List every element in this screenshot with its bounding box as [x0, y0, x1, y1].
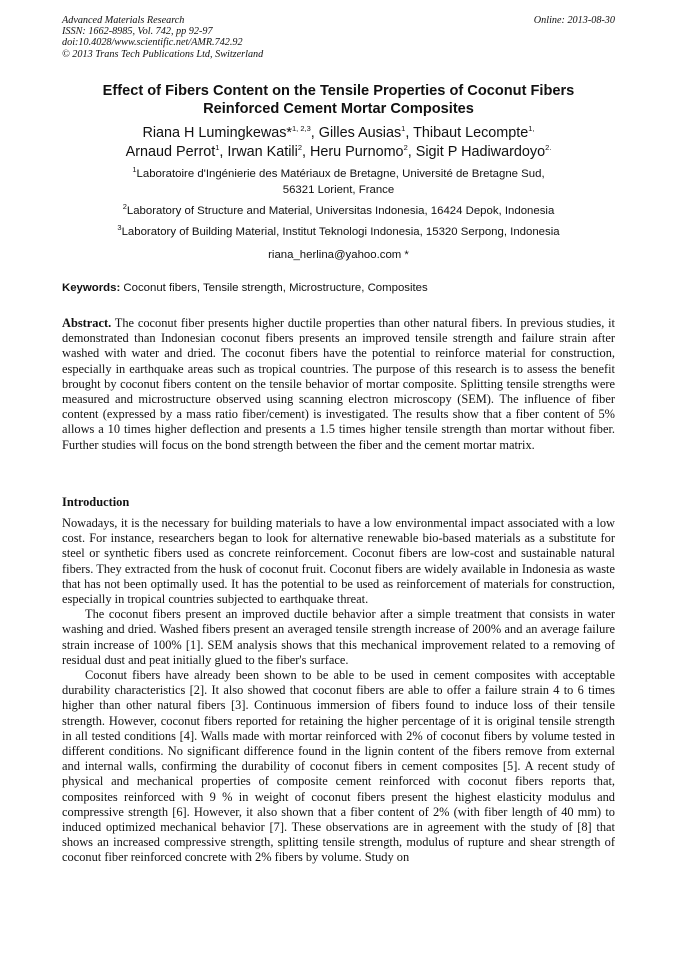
author-list: Riana H Lumingkewas*$^{1, 2,3}$, Gilles Ausias$^1$, Thibaut Lecompte$^{1,}$ Arnaud Perrot$^1$, Irwan Katili$^2$, Heru Purnomo$^2$, Sigit P Hadiwardoyo$^{2.}$: [125, 124, 552, 160]
author-name: Heru Purnomo: [309, 144, 404, 160]
author-affil-sup: 2.: [545, 143, 552, 153]
paragraph: Coconut fibers have already been shown to be able to be used in cement composites with acceptable durability characteristics [2]. It also showed that coconut fibers are able to offer a failure strain 4 to 6 times higher than other natural fibers [3]. Continuous immersion of fibers found to induce loss of their tensile strength. However, coconut fibers reported for retaining the higher percentage of it is original tensile strength in all tested conditions [4]. Walls made with mortar reinforced with 2% of coconut fibers by volume tested in different conditions. No significant difference found in the lignin content of the fibers remove from external and internal walls, confirming the durability of coconut fibers in cement composites [5]. A recent study of physical and mechanical properties of composite cement reinforced with coconut fibers reports that, composites reinforced with 9 % in weight of coconut fibers present the highest elasticity modulus and compressive strength [6]. However, it also shown that a fiber content of 2% (with fiber length of 40 mm) to induced optimized mechanical behavior [7]. These observations are in agreement with the study of [8] that shows an increased compressive strength, splitting tensile strength, modulus of rupture and shear strength of coconut fiber reinforced concrete with 2% fibers by volume. Study on: [62, 668, 615, 865]
affil-number: 2: [122, 202, 127, 212]
affil-text: 56321 Lorient, France: [282, 184, 395, 196]
affiliation-1: [62, 166, 615, 198]
author-affil-sup: 1,: [528, 124, 535, 134]
author-affil-sup: 1: [401, 124, 406, 134]
affil-text: Laboratory of Building Material, Institut Teknologi Indonesia, 15320 Serpong, Indonesia: [121, 226, 560, 238]
introduction-body: [62, 516, 615, 866]
title-line-2: Reinforced Cement Mortar Composites: [203, 101, 474, 117]
corresponding-email: riana_herlina@yahoo.com *: [268, 249, 409, 261]
doi-line: doi:10.4028/www.scientific.net/AMR.742.92: [62, 37, 243, 49]
affiliation-3: [62, 224, 615, 240]
author-affil-sup: 1, 2,3: [292, 124, 311, 134]
author-name: Riana H Lumingkewas*: [142, 125, 293, 141]
affil-number: 1: [132, 165, 137, 175]
title-line-1: Effect of Fibers Content on the Tensile Properties of Coconut Fibers: [102, 83, 575, 99]
author-name: Gilles Ausias: [318, 125, 402, 141]
abstract: [62, 316, 615, 453]
journal-name: Advanced Materials Research: [62, 15, 185, 26]
keywords-text: Coconut fibers, Tensile strength, Microstructure, Composites: [123, 282, 428, 294]
author-name: Thibaut Lecompte: [413, 125, 529, 141]
author-affil-sup: 1: [215, 143, 220, 153]
author-name: Irwan Katili: [227, 144, 298, 160]
affil-text: Laboratoire d'Ingénierie des Matériaux de Bretagne, Université de Bretagne Sud,: [136, 168, 545, 180]
affil-number: 3: [117, 223, 122, 233]
affiliation-2: [62, 203, 615, 219]
author-name: Sigit P Hadiwardoyo: [415, 144, 546, 160]
author-affil-sup: 2: [297, 143, 302, 153]
paper-title: [62, 82, 615, 118]
abstract-label: Abstract.: [62, 316, 112, 330]
paragraph: Nowadays, it is the necessary for building materials to have a low environmental impact associated with a low cost. For instance, researchers began to look for alternative renewable bio-based materials as a substitute for steel or synthetic fibers used as concrete reinforcement. Coconut fibers are low-cost and sustainable natural fibers. They extracted from the husk of coconut fruit. Coconut fibers are widely available in Indonesia as waste that has not been optimally used. It has the potential to be used as reinforcement of materials for construction, especially in tropical countries subjected to earthquake threat.: [62, 516, 615, 607]
keywords-label: Keywords:: [62, 282, 121, 294]
online-date: Online: 2013-08-30: [533, 15, 615, 26]
section-heading: Introduction: [62, 495, 130, 509]
issn-line: ISSN: 1662-8985, Vol. 742, pp 92-97: [62, 26, 213, 38]
paragraph: The coconut fibers present an improved ductile behavior after a simple treatment that consists in water washing and dried. Washed fibers present an averaged tensile strength increase of 200% and an average failure strain increase of 100% [1]. SEM analysis shows that this mechanical improvement related to a removing of residual dust and peat initially glued to the fiber's surface.: [62, 607, 615, 667]
page-header: [62, 15, 615, 60]
abstract-text: The coconut fiber presents higher ductile properties than other natural fibers. In previous studies, it demonstrated than Indonesian coconut fibers presents an improved tensile strength and failure strain after washed with water and dried. The coconut fibers have the potential to reinforce material for construction, especially in earthquake areas such as tropical countries. The purpose of this research is to assess the benefit brought by coconut fibers content on the tensile behavior of mortar composite. Splitting tensile strengths were measured and microstructure observed using scanning electron microscopy (SEM). The influence of fiber content (expressed by a mass ratio fiber/cement) is investigated. The results show that a fiber content of 5% allows a 10 times higher deflection and presents a 1.5 times higher tensile strength than mortar without fiber. Further studies will focus on the bond strength between the fiber and the cement mortar matrix.: [62, 316, 615, 452]
affil-text: Laboratory of Structure and Material, Universitas Indonesia, 16424 Depok, Indonesia: [126, 205, 555, 217]
copyright-line: © 2013 Trans Tech Publications Ltd, Switzerland: [62, 48, 264, 60]
author-name: Arnaud Perrot: [125, 144, 216, 160]
author-affil-sup: 2: [403, 143, 408, 153]
keywords: [62, 282, 615, 294]
